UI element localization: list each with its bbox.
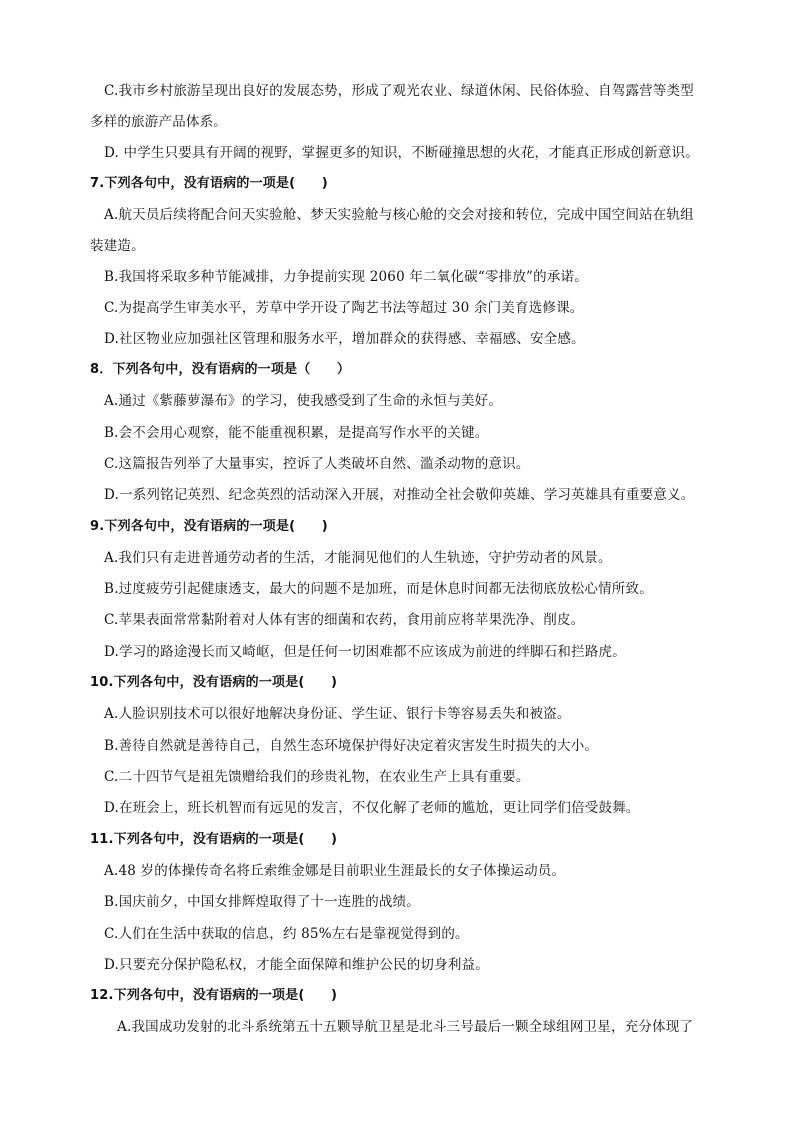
q7-option-c: C.为提高学生审美水平，芳草中学开设了陶艺书法等超过 30 余门美育选修课。 <box>104 300 584 316</box>
q10-option-b: B.善待自然就是善待自己，自然生态环境保护得好决定着灾害发生时损失的大小。 <box>104 738 599 754</box>
q8-stem: 8．下列各句中，没有语病的一项是（ ） <box>90 362 351 377</box>
q12-option-a-line1: A.我国成功发射的北斗系统第五十五颗导航卫星是北斗三号最后一颗全球组网卫星，充分体现了 <box>117 1019 694 1035</box>
q10-option-d: D.在班会上，班长机智而有远见的发言，不仅化解了老师的尴尬，更让同学们倍受鼓舞。 <box>104 800 640 816</box>
q10-stem: 10.下列各句中，没有语病的一项是( ) <box>90 675 338 690</box>
q7-stem: 7.下列各句中，没有语病的一项是( ) <box>90 176 328 191</box>
q8-option-a: A.通过《紫藤萝瀑布》的学习，使我感受到了生命的永恒与美好。 <box>104 393 503 409</box>
q11-option-c: C.人们在生活中获取的信息，约 85%左右是靠视觉得到的。 <box>104 926 469 942</box>
q6-option-d: D. 中学生只要具有开阔的视野，掌握更多的知识，不断碰撞思想的火花，才能真正形成创新意识。 <box>104 145 699 161</box>
q9-option-c: C.苹果表面常常黏附着对人体有害的细菌和农药，食用前应将苹果洗净、削皮。 <box>104 612 585 628</box>
q12-stem: 12.下列各句中，没有语病的一项是( ) <box>90 988 338 1003</box>
q8-option-c: C.这篇报告列举了大量事实，控诉了人类破坏自然、滥杀动物的意识。 <box>104 456 530 472</box>
q11-stem: 11.下列各句中，没有语病的一项是( ) <box>90 832 338 847</box>
q9-option-b: B.过度疲劳引起健康透支，最大的问题不是加班，而是休息时间都无法彻底放松心情所致。 <box>104 581 653 597</box>
q10-option-a: A.人脸识别技术可以很好地解决身份证、学生证、银行卡等容易丢失和被盗。 <box>104 706 571 722</box>
q9-stem: 9.下列各句中，没有语病的一项是( ) <box>90 519 328 534</box>
q9-option-a: A.我们只有走进普通劳动者的生活，才能洞见他们的人生轨迹，守护劳动者的风景。 <box>104 550 612 566</box>
q6-option-c-line2: 多样的旅游产品体系。 <box>90 114 227 130</box>
q7-option-a-line2: 装建造。 <box>90 238 145 254</box>
q6-option-c-line1: C.我市乡村旅游呈现出良好的发展态势，形成了观光农业、绿道休闲、民俗体验、自驾露营等类型 <box>104 83 694 99</box>
q8-option-b: B.会不会用心观察，能不能重视积累，是提高写作水平的关键。 <box>104 425 489 441</box>
q7-option-b: B.我国将采取多种节能减排，力争提前实现 2060 年二氧化碳“零排放”的承诺。 <box>104 269 588 285</box>
q9-option-d: D.学习的路途漫长而又崎岖，但是任何一切困难都不应该成为前进的绊脚石和拦路虎。 <box>104 644 626 660</box>
q11-option-d: D.只要充分保护隐私权，才能全面保障和维护公民的切身利益。 <box>104 957 489 973</box>
q7-option-a-line1: A.航天员后续将配合问天实验舱、梦天实验舱与核心舱的交会对接和转位，完成中国空间站在轨组 <box>104 207 694 223</box>
q10-option-c: C.二十四节气是祖先馈赠给我们的珍贵礼物，在农业生产上具有重要。 <box>104 769 530 785</box>
q11-option-a: A.48 岁的体操传奇名将丘索维金娜是目前职业生涯最长的女子体操运动员。 <box>104 863 566 879</box>
q8-option-d: D.一系列铭记英烈、纪念英烈的活动深入开展，对推动全社会敬仰英雄、学习英雄具有重要意义。 <box>104 487 695 503</box>
q11-option-b: B.国庆前夕，中国女排辉煌取得了十一连胜的战绩。 <box>104 894 421 910</box>
q7-option-d: D.社区物业应加强社区管理和服务水平，增加群众的获得感、幸福感、安全感。 <box>104 331 585 347</box>
